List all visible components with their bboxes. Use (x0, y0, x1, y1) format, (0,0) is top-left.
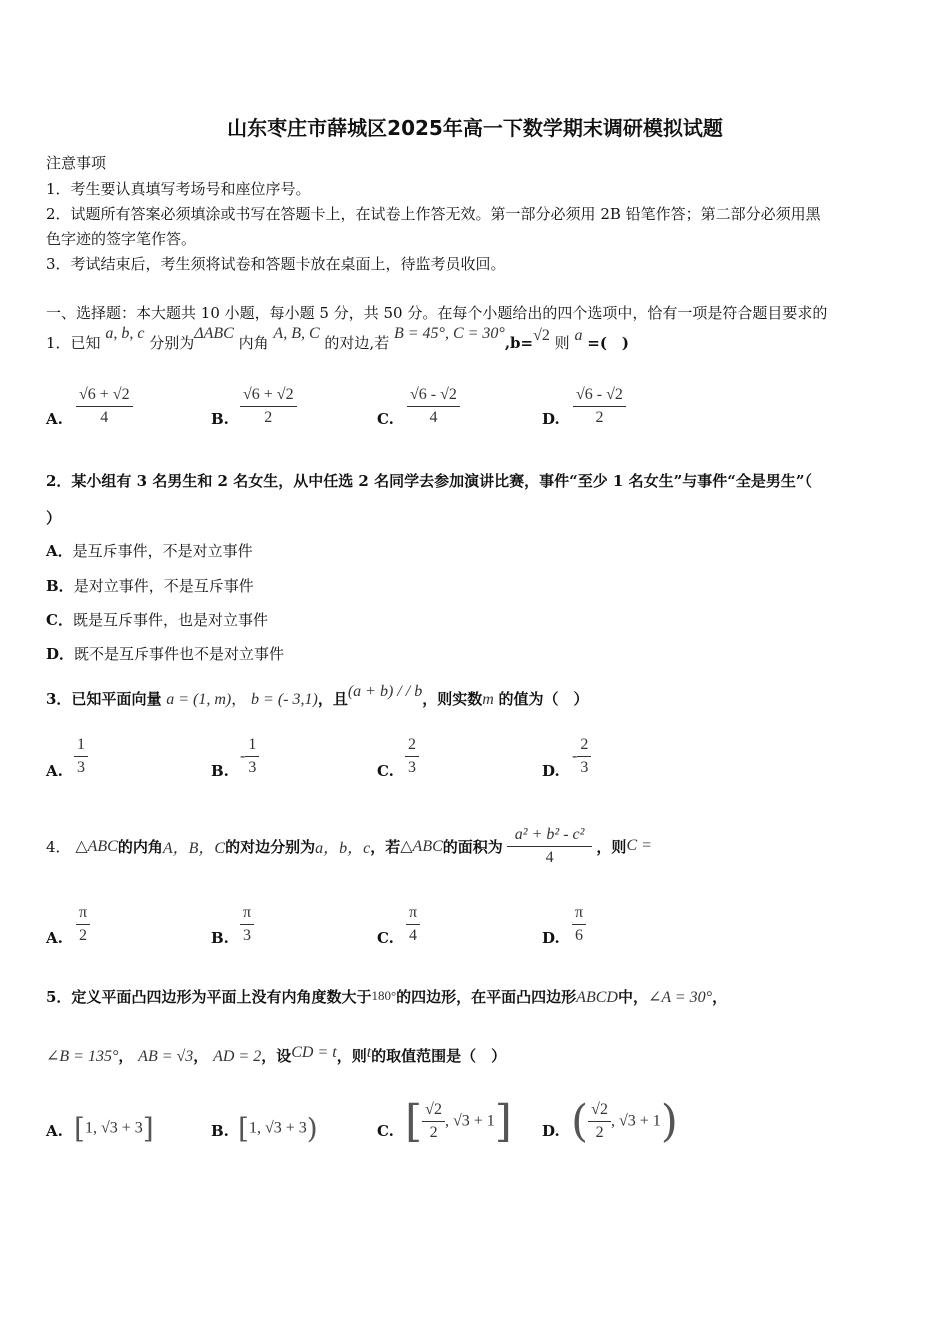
q1-option-a-label[interactable]: A. (46, 410, 63, 428)
q5-text-3: 中， (617, 988, 648, 1006)
q5-text-2: 的四边形，在平面凸四边形 (396, 988, 577, 1006)
q2-option-b-text: 是对立事件，不是互斥事件 (73, 577, 254, 595)
q2-option-a-text: 是互斥事件，不是对立事件 (72, 542, 253, 560)
q5-comma-2: ， (193, 1047, 209, 1065)
q4-text-3: ，若 (370, 837, 401, 856)
q4-option-b-den: 3 (243, 927, 252, 944)
q1-option-d-num: √6 - √2 (573, 386, 626, 407)
q1-a: a (574, 327, 583, 344)
q4-angles: A，B，C (162, 839, 226, 857)
q1-text-2: 内角 (238, 334, 269, 352)
q5-t: t (366, 1044, 372, 1061)
q5-text-6: ，则 (336, 1047, 367, 1065)
q4-option-d-label[interactable]: D. (542, 929, 560, 947)
q2-option-b-label: B． (46, 577, 74, 595)
q3-option-a-label[interactable]: A. (46, 762, 63, 780)
q4-option-c-den: 4 (409, 927, 418, 944)
q5-option-b-body: 1, √3 + 3 (248, 1119, 307, 1137)
q3-sep: ， (231, 690, 247, 708)
q4-triangle: △ABC (75, 838, 118, 855)
q2-option-b[interactable] (46, 575, 254, 596)
q4-option-c-num: π (406, 904, 420, 925)
q4-text-5: ，则 (596, 837, 627, 856)
page-title: 山东枣庄市薛城区2025年高一下数学期末调研模拟试题 (227, 116, 723, 140)
q4-c: C = (626, 837, 652, 854)
q4-option-a[interactable] (76, 904, 90, 945)
q5-text-1: 5．定义平面凸四边形为平面上没有内角度数大于 (46, 988, 372, 1006)
q3-option-a[interactable] (74, 736, 88, 777)
q1-option-b-den: 2 (264, 409, 273, 426)
q1-option-d-den: 2 (595, 409, 604, 426)
q5-ab: AB = √3 (138, 1048, 194, 1065)
q5-option-c[interactable] (405, 1096, 512, 1147)
q3-option-c[interactable] (405, 736, 419, 777)
q5-option-b-left: [ (238, 1112, 249, 1145)
q4-option-a-den: 2 (79, 927, 88, 944)
q1-condition: B = 45°, C = 30° (393, 325, 505, 342)
q3-vector-b: b = (- 3,1) (251, 691, 318, 708)
q4-triangle-2: △ABC (400, 838, 443, 855)
q5-option-d-fden: 2 (595, 1124, 604, 1141)
q5-ad: AD = 2 (213, 1048, 262, 1065)
q5-option-c-fnum: √2 (422, 1101, 445, 1122)
q5-option-c-right: ] (494, 1096, 512, 1147)
q5-angle-a: ∠A = 30° (647, 989, 713, 1006)
q1-text-6: =( ) (587, 334, 630, 352)
q1-option-b[interactable] (240, 386, 297, 427)
q4-option-a-label[interactable]: A. (46, 929, 63, 947)
q4-num: 4． (46, 837, 71, 856)
q5-option-c-fden: 2 (429, 1124, 438, 1141)
q1-b-value: √2 (533, 327, 550, 344)
section-heading: 一、选择题：本大题共 10 小题，每小题 5 分，共 50 分。在每个小题给出的四个选项中，恰有一项是符合题目要求的 (46, 304, 828, 322)
q3-option-a-num: 1 (74, 736, 88, 757)
q2-option-d-label: D． (46, 645, 75, 663)
q2-option-d[interactable] (46, 643, 284, 664)
q4-text-2: 的对边分别为 (225, 837, 316, 856)
q4-option-d-num: π (572, 904, 586, 925)
q1-option-d[interactable] (573, 386, 626, 427)
q5-option-d-fnum: √2 (588, 1101, 611, 1122)
q1-num: 1．已知 (46, 334, 101, 352)
q3-option-d-label[interactable]: D. (542, 762, 560, 780)
q1-option-d-label[interactable]: D. (542, 410, 560, 428)
q2-option-c-label: C． (46, 611, 73, 629)
q2-option-a-label: A． (46, 542, 73, 560)
q4-sides: a，b，c (315, 839, 371, 857)
q5-option-b-label[interactable]: B. (211, 1122, 229, 1140)
q4-option-b-label[interactable]: B. (211, 929, 229, 947)
q4-option-d[interactable] (572, 904, 586, 945)
q3-option-b[interactable] (240, 736, 259, 777)
q5-option-d[interactable] (571, 1096, 678, 1147)
q4-option-b[interactable] (240, 904, 254, 945)
q5-comma-1: ， (118, 1047, 134, 1065)
q4-area-den: 4 (545, 848, 554, 866)
q3-option-d-den: 3 (580, 759, 589, 776)
q2-option-a[interactable] (46, 540, 253, 561)
q3-text-1: ，且 (317, 690, 348, 708)
question-2-stem-cont: ） (46, 509, 62, 527)
q3-m: m (482, 691, 494, 708)
q5-text-5: ，设 (261, 1047, 292, 1065)
q5-option-d-label[interactable]: D. (542, 1122, 560, 1140)
q1-option-c-den: 4 (429, 409, 438, 426)
q4-text-4: 的面积为 (442, 837, 503, 856)
q5-option-d-right: ) (660, 1096, 678, 1147)
q1-text-3: 的对边,若 (324, 334, 390, 352)
q4-option-d-den: 6 (575, 927, 584, 944)
notice-item-2: 2．试题所有答案必须填涂或书写在答题卡上，在试卷上作答无效。第一部分必须用 2B 铅笔作答；第二部分必须用黑 (46, 205, 821, 223)
q4-option-b-num: π (240, 904, 254, 925)
q5-option-c-left: [ (405, 1096, 423, 1147)
q3-option-d-num: 2 (577, 736, 591, 757)
q1-vars: a, b, c (105, 325, 145, 342)
q1-option-b-num: √6 + √2 (240, 386, 297, 407)
q3-option-c-num: 2 (405, 736, 419, 757)
q5-option-a-left: [ (74, 1112, 85, 1145)
q5-option-a[interactable] (74, 1112, 154, 1145)
q5-option-b-right: ) (306, 1112, 318, 1145)
q5-option-b[interactable] (238, 1112, 318, 1145)
q3-option-b-label[interactable]: B. (211, 762, 229, 780)
q3-vector-a: a = (1, m) (166, 691, 232, 708)
notice-item-1: 1．考生要认真填写考场号和座位序号。 (46, 180, 311, 198)
q5-text-4: ， (712, 988, 728, 1006)
q3-option-b-sign: - (240, 747, 246, 765)
q1-option-c-num: √6 - √2 (407, 386, 460, 407)
q5-angle-b: ∠B = 135° (46, 1048, 119, 1065)
q3-text-2: ，则实数 (422, 690, 483, 708)
q1-option-b-label[interactable]: B. (211, 410, 229, 428)
q3-option-c-label[interactable]: C. (377, 762, 394, 780)
q5-option-a-right: ] (142, 1112, 154, 1145)
q1-option-c-label[interactable]: C. (377, 410, 394, 428)
q3-option-a-den: 3 (77, 759, 85, 776)
q2-option-d-text: 既不是互斥事件也不是对立事件 (74, 645, 285, 663)
q1-text-5: 则 (554, 334, 570, 352)
notice-item-3: 3．考试结束后，考生须将试卷和答题卡放在桌面上，待监考员收回。 (46, 255, 506, 273)
q5-text-7: 的取值范围是（ ） (371, 1047, 507, 1065)
q4-option-c[interactable] (406, 904, 420, 945)
q3-option-b-num: 1 (245, 736, 259, 757)
q5-option-d-left: ( (571, 1096, 589, 1147)
q3-option-d[interactable] (572, 736, 591, 777)
q3-num: 3．已知平面向量 (46, 690, 162, 708)
q2-option-c[interactable] (46, 609, 268, 630)
q3-option-d-sign: - (572, 747, 578, 765)
q5-abcd: ABCD (576, 989, 618, 1006)
q5-option-c-body: , √3 + 1 (444, 1112, 495, 1130)
q1-option-c[interactable] (407, 386, 460, 427)
question-5-stem-2 (46, 1045, 506, 1066)
q4-option-c-label[interactable]: C. (377, 929, 394, 947)
question-1-stem (46, 325, 630, 353)
q1-text-4: ,b= (504, 334, 534, 352)
question-4-stem (46, 822, 652, 870)
q1-text-1: 分别为 (149, 334, 195, 352)
q3-condition: (a + b) / / b (347, 683, 423, 700)
q1-option-a-num: √6 + √2 (76, 386, 133, 407)
q1-triangle: ΔABC (194, 325, 234, 342)
q5-degree: 180° (371, 988, 397, 1003)
notice-item-2-cont: 色字迹的签字笔作答。 (46, 230, 197, 248)
q3-option-c-den: 3 (408, 759, 416, 776)
question-2-stem: 2．某小组有 3 名男生和 2 名女生，从中任选 2 名同学去参加演讲比赛，事件“至少 1 名女生”与事件“全是男生”（ (46, 472, 812, 490)
q5-option-a-body: 1, √3 + 3 (84, 1119, 143, 1137)
q4-option-a-num: π (76, 904, 90, 925)
q4-area-num: a² + b² - c² (507, 826, 593, 847)
question-5-stem (46, 986, 727, 1007)
q2-option-c-text: 既是互斥事件，也是对立事件 (72, 611, 268, 629)
notice-heading: 注意事项 (46, 154, 107, 172)
q5-option-d-body: , √3 + 1 (610, 1112, 661, 1130)
q4-text-1: 的内角 (117, 837, 163, 856)
q1-option-a-den: 4 (100, 409, 109, 426)
q1-angles: A, B, C (273, 325, 320, 342)
q3-option-b-den: 3 (248, 759, 257, 776)
question-3-stem (46, 683, 589, 709)
q1-option-a[interactable] (76, 386, 133, 427)
q5-option-a-label[interactable]: A. (46, 1122, 63, 1140)
q3-text-3: 的值为（ ） (498, 690, 589, 708)
q5-option-c-label[interactable]: C. (377, 1122, 394, 1140)
q5-cd: CD = t (291, 1044, 337, 1061)
